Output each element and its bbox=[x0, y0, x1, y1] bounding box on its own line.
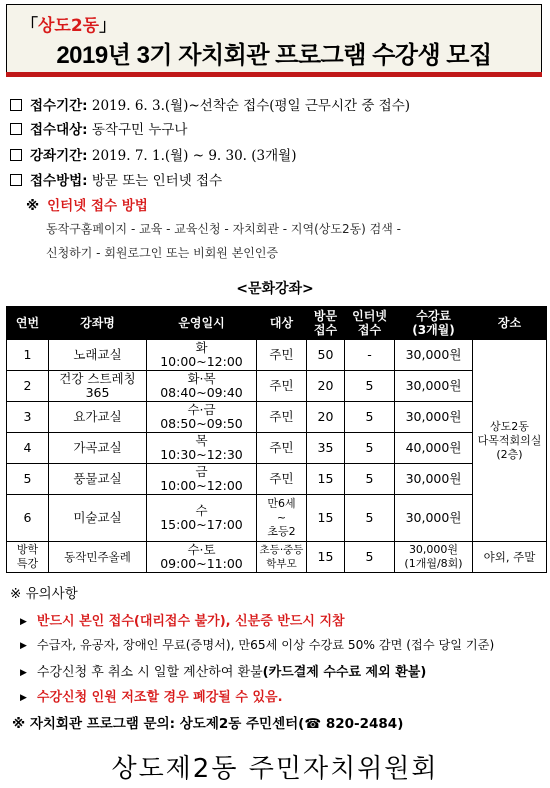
triangle-bullet-icon: ▶ bbox=[20, 617, 27, 627]
cell-time: 화·목 08:40~09:40 bbox=[147, 371, 257, 402]
checkbox-icon bbox=[10, 174, 22, 186]
cell-no: 방학 특강 bbox=[7, 542, 49, 573]
cell-online: - bbox=[345, 340, 395, 371]
table-row bbox=[7, 464, 547, 495]
cell-online: 5 bbox=[345, 433, 395, 464]
cell-target: 주민 bbox=[257, 433, 307, 464]
info-method bbox=[10, 169, 222, 189]
info-course-period bbox=[10, 144, 296, 164]
table-row-special bbox=[7, 542, 547, 573]
cell-visit: 15 bbox=[307, 464, 345, 495]
cell-target: 만6세 ~ 초등2 bbox=[257, 495, 307, 542]
info-value: 동작구민 누구나 bbox=[91, 122, 188, 138]
notice-text: 반드시 본인 접수(대리접수 불가), 신분증 반드시 지참 bbox=[36, 614, 345, 629]
col-header: 운영일시 bbox=[147, 307, 257, 340]
bracket-open: 「 bbox=[21, 16, 38, 36]
method-title-text: 인터넷 접수 방법 bbox=[47, 198, 148, 214]
info-label: 접수방법: bbox=[30, 173, 88, 189]
cell-time: 금 10:00~12:00 bbox=[147, 464, 257, 495]
col-header: 연번 bbox=[7, 307, 49, 340]
cell-fee: 40,000원 bbox=[395, 433, 473, 464]
info-value: 방문 또는 인터넷 접수 bbox=[91, 173, 223, 189]
method-line-1: 동작구홈페이지 - 교육 - 교육신청 - 자치회관 - 지역(상도2동) 검색 - bbox=[46, 222, 402, 236]
contact-info: ※ 자치회관 프로그램 문의: 상도제2동 주민센터(☎ 820-2484) bbox=[12, 716, 404, 732]
cell-target: 주민 bbox=[257, 340, 307, 371]
cell-place: 야외, 주말 bbox=[473, 542, 547, 573]
cell-visit: 50 bbox=[307, 340, 345, 371]
col-header: 강좌명 bbox=[49, 307, 147, 340]
col-header: 수강료 (3개월) bbox=[395, 307, 473, 340]
internet-method-title bbox=[26, 194, 148, 214]
cell-fee: 30,000원 bbox=[395, 464, 473, 495]
triangle-bullet-icon: ▶ bbox=[20, 668, 27, 678]
col-header: 방문 접수 bbox=[307, 307, 345, 340]
page-title: 2019년 3기 자치회관 프로그램 수강생 모집 bbox=[56, 42, 492, 69]
header-tag bbox=[21, 11, 116, 36]
cell-visit: 35 bbox=[307, 433, 345, 464]
checkbox-icon bbox=[10, 99, 22, 111]
cell-visit: 15 bbox=[307, 495, 345, 542]
info-label: 강좌기간: bbox=[30, 148, 88, 164]
header-divider bbox=[6, 72, 542, 77]
cell-name: 노래교실 bbox=[49, 340, 147, 371]
notice-text: 수강신청 인원 저조할 경우 폐강될 수 있음. bbox=[36, 690, 283, 705]
notice-item bbox=[20, 636, 494, 653]
cell-name: 요가교실 bbox=[49, 402, 147, 433]
table-row bbox=[7, 433, 547, 464]
info-label: 접수기간: bbox=[30, 98, 88, 114]
cell-fee: 30,000원 (1개월/8회) bbox=[395, 542, 473, 573]
triangle-bullet-icon: ▶ bbox=[20, 693, 27, 703]
notice-bold-text: (카드결제 수수료 제외 환불) bbox=[262, 665, 427, 680]
info-target bbox=[10, 118, 187, 138]
cell-no: 6 bbox=[7, 495, 49, 542]
header-box bbox=[6, 4, 542, 76]
program-table bbox=[6, 306, 547, 573]
cell-fee: 30,000원 bbox=[395, 371, 473, 402]
cell-time: 수·금 08:50~09:50 bbox=[147, 402, 257, 433]
cell-visit: 20 bbox=[307, 371, 345, 402]
notice-item bbox=[20, 686, 283, 705]
notice-title: ※ 유의사항 bbox=[10, 586, 78, 602]
cell-online: 5 bbox=[345, 542, 395, 573]
col-header: 장소 bbox=[473, 307, 547, 340]
checkbox-icon bbox=[10, 149, 22, 161]
cell-fee: 30,000원 bbox=[395, 340, 473, 371]
table-row bbox=[7, 340, 547, 371]
checkbox-icon bbox=[10, 123, 22, 135]
table-header-row bbox=[7, 307, 547, 340]
notice-item bbox=[20, 661, 426, 680]
cell-online: 5 bbox=[345, 371, 395, 402]
cell-no: 1 bbox=[7, 340, 49, 371]
table-row bbox=[7, 495, 547, 542]
cell-no: 4 bbox=[7, 433, 49, 464]
cell-name: 풍물교실 bbox=[49, 464, 147, 495]
cell-place: 상도2동 다목적회의실 (2층) bbox=[473, 340, 547, 542]
section-title: <문화강좌> bbox=[236, 281, 314, 297]
table-row bbox=[7, 371, 547, 402]
notice-text: 수강신청 후 취소 시 일할 계산하여 환불 bbox=[36, 665, 263, 680]
info-period bbox=[10, 94, 410, 114]
cell-visit: 20 bbox=[307, 402, 345, 433]
cell-no: 3 bbox=[7, 402, 49, 433]
info-value: 2019. 6. 3.(월)~선착순 접수(평일 근무시간 중 접수) bbox=[91, 98, 411, 114]
cell-target: 주민 bbox=[257, 464, 307, 495]
table-row bbox=[7, 402, 547, 433]
info-value: 2019. 7. 1.(월) ~ 9. 30. (3개월) bbox=[91, 148, 297, 164]
cell-name: 건강 스트레칭 365 bbox=[49, 371, 147, 402]
cell-target: 주민 bbox=[257, 371, 307, 402]
cell-fee: 30,000원 bbox=[395, 402, 473, 433]
cell-name: 동작민주올레 bbox=[49, 542, 147, 573]
cell-no: 2 bbox=[7, 371, 49, 402]
cell-target: 초등·중등 학부모 bbox=[257, 542, 307, 573]
notice-text: 수급자, 유공자, 장애인 무료(증명서), 만65세 이상 수강료 50% 감면 (접수 당일 기준) bbox=[36, 638, 495, 652]
cell-online: 5 bbox=[345, 402, 395, 433]
reference-mark: ※ bbox=[26, 198, 40, 214]
cell-time: 목 10:30~12:30 bbox=[147, 433, 257, 464]
cell-fee: 30,000원 bbox=[395, 495, 473, 542]
cell-name: 가곡교실 bbox=[49, 433, 147, 464]
col-header: 대상 bbox=[257, 307, 307, 340]
cell-online: 5 bbox=[345, 495, 395, 542]
cell-target: 주민 bbox=[257, 402, 307, 433]
method-line-2: 신청하기 - 회원로그인 또는 비회원 본인인증 bbox=[46, 246, 279, 260]
cell-visit: 15 bbox=[307, 542, 345, 573]
dong-name: 상도2동 bbox=[38, 16, 100, 36]
bracket-close: 」 bbox=[99, 16, 117, 36]
footer-org: 상도제2동 주민자치위원회 bbox=[111, 754, 439, 784]
cell-name: 미술교실 bbox=[49, 495, 147, 542]
triangle-bullet-icon: ▶ bbox=[20, 641, 27, 651]
info-label: 접수대상: bbox=[30, 122, 88, 138]
cell-no: 5 bbox=[7, 464, 49, 495]
cell-online: 5 bbox=[345, 464, 395, 495]
cell-time: 화 10:00~12:00 bbox=[147, 340, 257, 371]
col-header: 인터넷 접수 bbox=[345, 307, 395, 340]
cell-time: 수·토 09:00~11:00 bbox=[147, 542, 257, 573]
cell-time: 수 15:00~17:00 bbox=[147, 495, 257, 542]
notice-item bbox=[20, 610, 345, 629]
